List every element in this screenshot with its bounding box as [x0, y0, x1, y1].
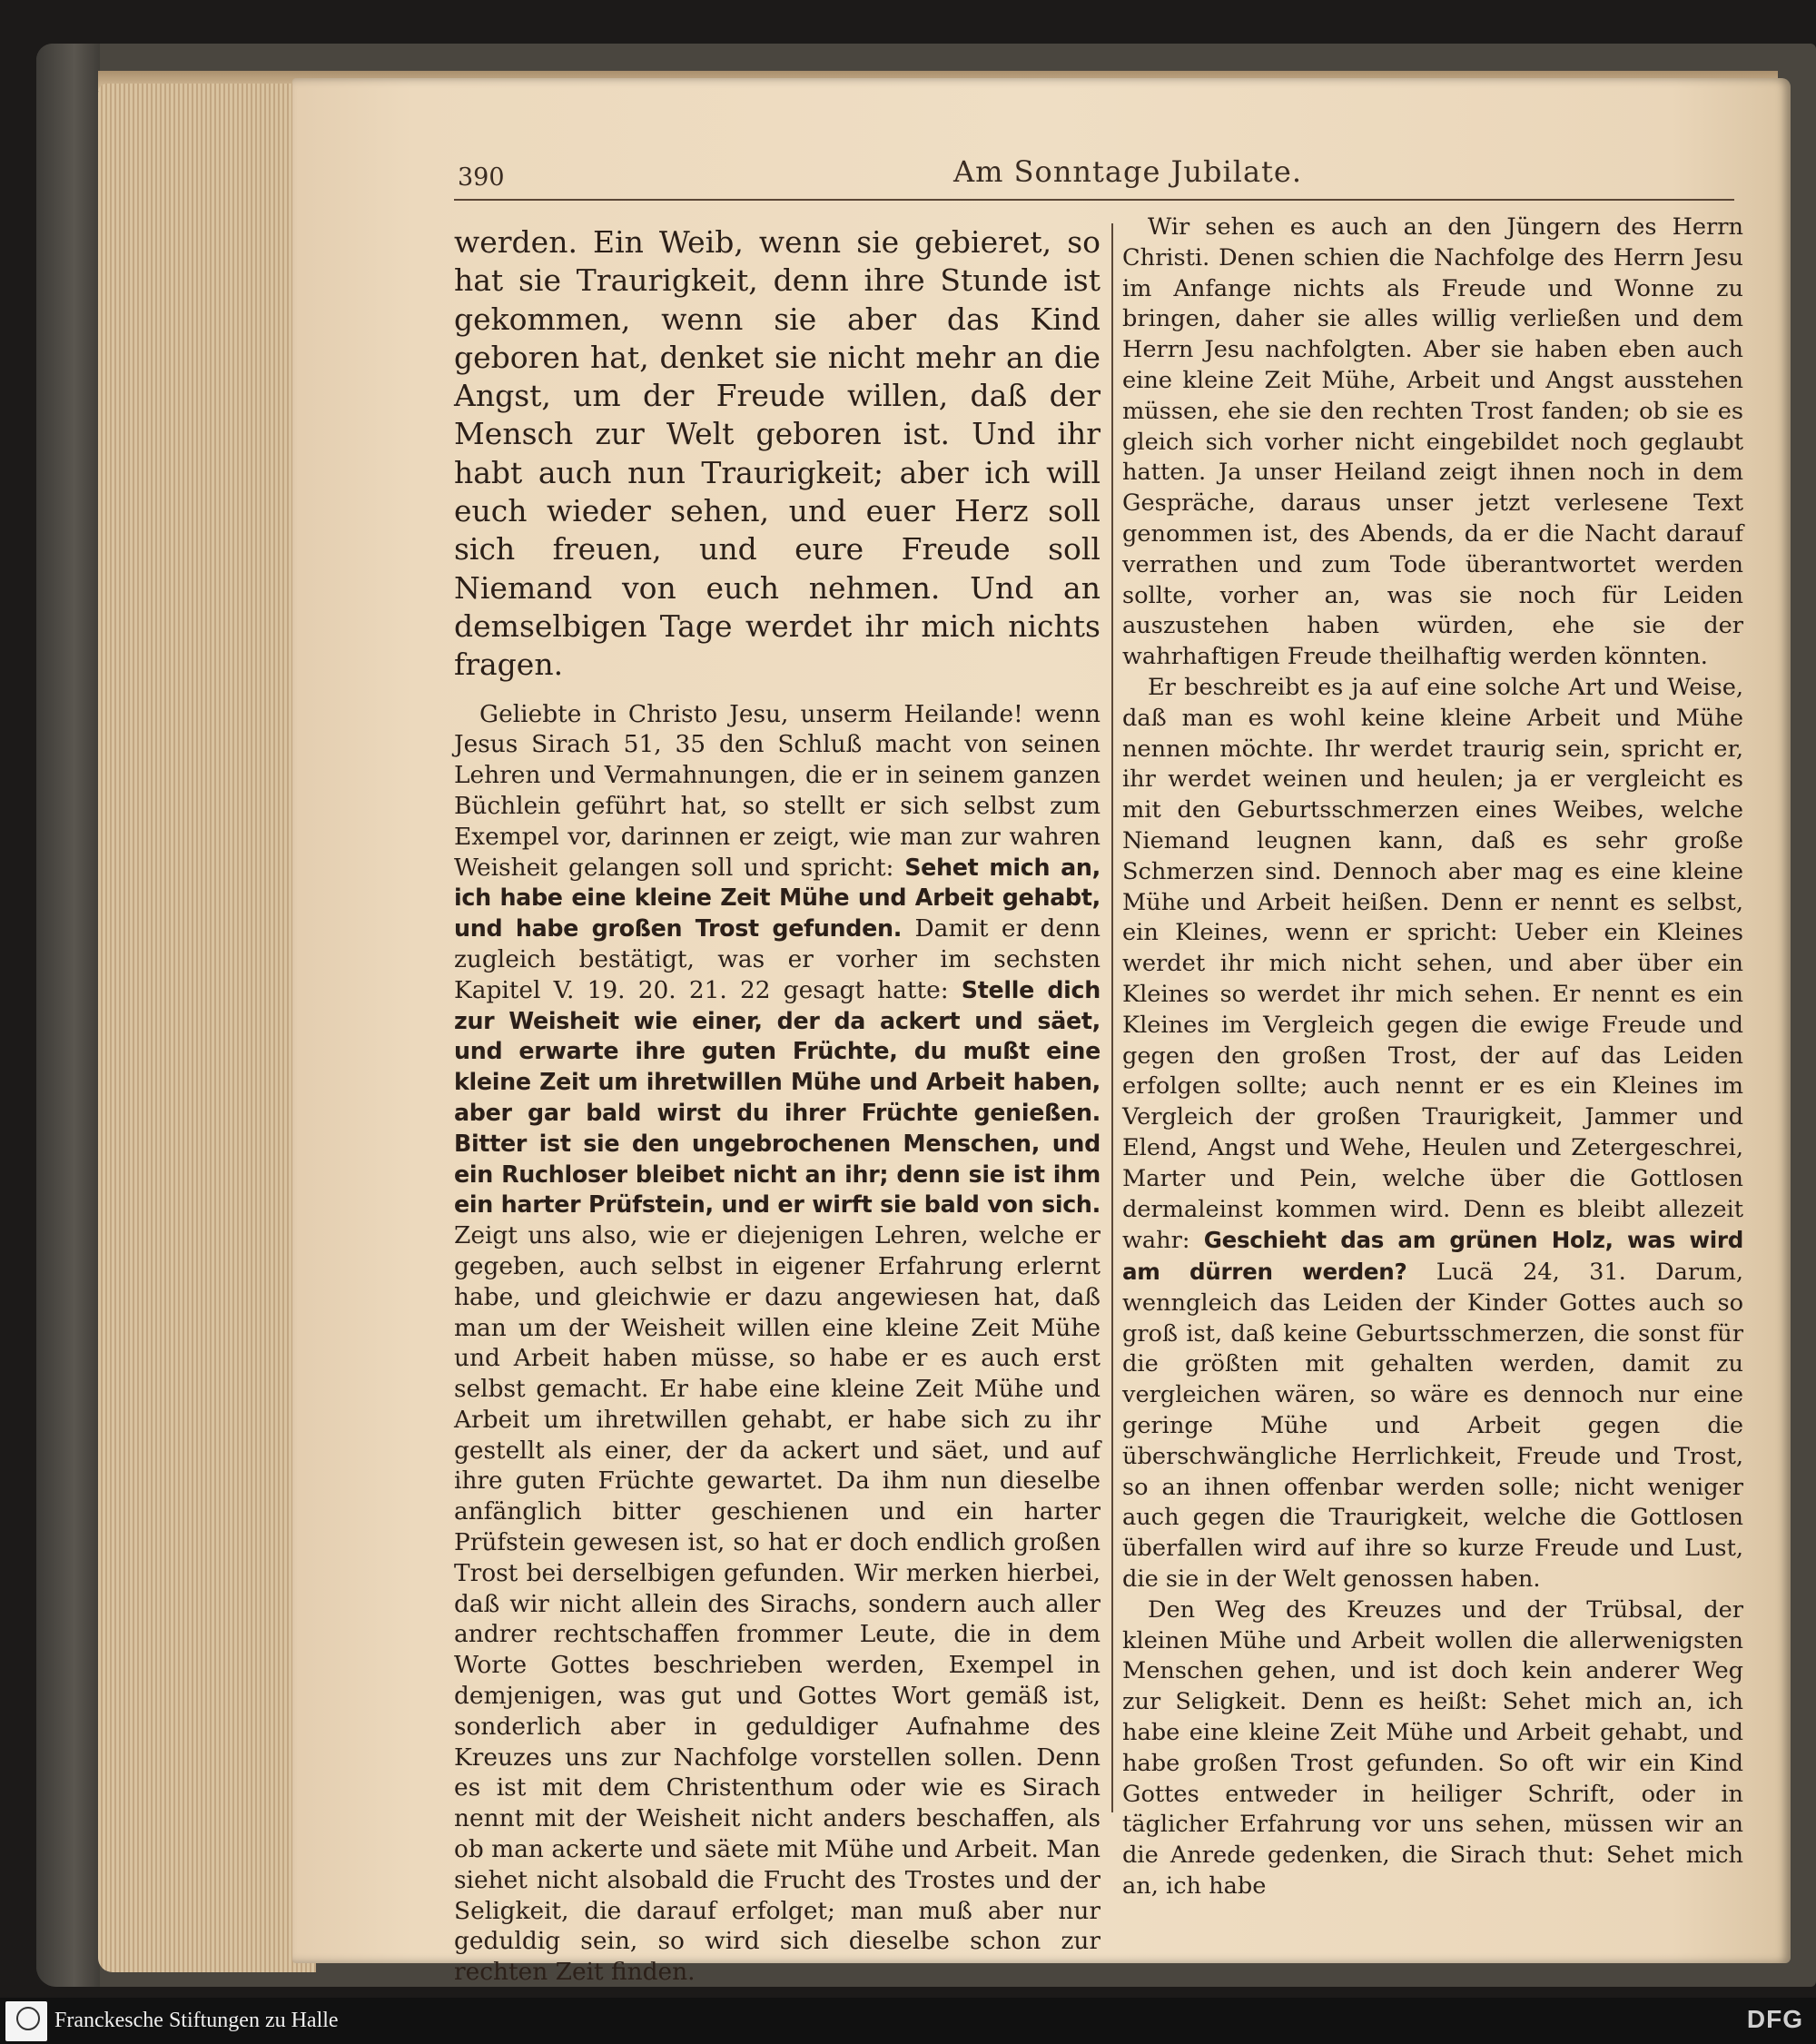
- book-spine-edge: [36, 44, 100, 1987]
- sermon-paragraph: [1122, 673, 1743, 1595]
- page-block-edge: [98, 84, 316, 1972]
- paragraph-text: Er beschreibt es ja auf eine solche Art und Weise, daß man es wohl keine kleine Arbeit und Mühe nennen möchte. Ihr werdet traurig sein, spricht er, ihr werdet weinen und heulen; ja er vergleicht es mit den Geburtsschmerzen eines Weibes, welche Niemand leugnen kann, daß es sehr große Schmerzen sind. Dennoch aber mag es eine kleine Mühe und Arbeit heißen. Denn er nennt es selbst, ein Kleines, wenn er spricht: Ueber ein Kleines werdet ihr mich nicht sehen, und aber über ein Kleines so werdet ihr mich sehen. Er nennt es ein Kleines im Vergleich gegen die ewige Freude und gegen den großen Trost, der auf das Leiden erfolgen sollte; auch nennt er es ein Kleines im Vergleich der großen Traurigkeit, Jammer und Elend, Angst und Wehe, Heulen und Zetergeschrei, Marter und Pein, welche über die Gottlosen dermaleinst kommen wird. Denn es bleibt allezeit wahr:: [1122, 673, 1743, 1255]
- sermon-paragraph: Den Weg des Kreuzes und der Trübsal, der kleinen Mühe und Arbeit wollen die allerwenigsten Menschen gehen, und ist doch kein anderer Weg zur Seligkeit. Denn es heißt: Sehet mich an, ich habe eine kleine Zeit Mühe und Arbeit gehabt, und habe großen Trost gefunden. So oft wir ein Kind Gottes entweder in heiliger Schrift, oder in täglicher Erfahrung vor uns sehen, müssen wir an die Anrede gedenken, die Sirach thut: Sehet mich an, ich habe: [1122, 1595, 1743, 1901]
- paragraph-text: Damit er denn zugleich bestätigt, was er vorher im sechsten Kapitel V. 19. 20. 21. 22 gesagt hatte:: [454, 914, 1100, 1004]
- running-head: Am Sonntage Jubilate.: [953, 154, 1302, 189]
- scripture-passage: werden. Ein Weib, wenn sie gebieret, so hat sie Traurigkeit, denn ihre Stunde ist gekommen, wenn sie aber das Kind geboren hat, denket sie nicht mehr an die Angst, um der Freude willen, daß der Mensch zur Welt geboren ist. Und ihr habt auch nun Traurigkeit; aber ich will euch wieder sehen, und euer Herz soll sich freuen, und eure Freude soll Niemand von euch nehmen. Und an demselbigen Tage werdet ihr mich nichts fragen.: [454, 224, 1100, 683]
- emphasized-quote: Stelle dich zur Weisheit wie einer, der da ackert und säet, und erwarte ihre guten Früchte, du mußt eine kleine Zeit um ihretwillen Mühe und Arbeit haben, aber gar bald wirst du ihrer Früchte genießen. Bitter ist sie den ungebrochenen Menschen, und ein Ruchloser bleibet nicht an ihr; denn sie ist ihm ein harter Prüfstein, und er wirft sie bald von sich.: [454, 975, 1100, 1219]
- header-rule: [454, 199, 1734, 201]
- left-column: [454, 223, 1100, 1988]
- page-number: 390: [458, 163, 505, 192]
- paragraph-text: Geliebte in Christo Jesu, unserm Heilande! wenn Jesus Sirach 51, 35 den Schluß macht von seinen Lehren und Vermahnungen, die er in seinem ganzen Büchlein geführt hat, so stellt er sich selbst zum Exempel vor, darinnen er zeigt, wie man zur wahren Weisheit gelangen soll und spricht:: [454, 699, 1100, 882]
- dfg-logo: DFG: [1746, 2005, 1803, 2033]
- emphasized-quote: Geschieht das am grünen Holz, was wird am dürren werden?: [1122, 1227, 1743, 1286]
- institution-name: Franckesche Stiftungen zu Halle: [54, 2009, 339, 2032]
- paragraph-text: Zeigt uns also, wie er diejenigen Lehren, welche er gegeben, auch selbst in eigener Erfahrung erlernt habe, und gleichwie er dazu angewiesen hat, daß man um der Weisheit willen eine kleine Zeit Mühe und Arbeit haben müsse, so habe er es auch erst selbst gemacht. Er habe eine kleine Zeit Mühe und Arbeit um ihretwillen gehabt, er habe sich zu ihr gestellt als einer, der da ackert und säet, und auf ihre guten Früchte gewartet. Da ihm nun dieselbe anfänglich bitter geschienen und ein harter Prüfstein gewesen ist, so hat er doch endlich großen Trost bei derselbigen gefunden. Wir merken hierbei, daß wir nicht allein des Sirachs, sondern auch aller andrer rechtschaffen frommer Leute, die in dem Worte Gottes beschrieben werden, Exempel in demjenigen, was gut und Gottes Wort gemäß ist, sonderlich aber in geduldiger Aufnahme des Kreuzes uns zur Nachfolge vorstellen sollen. Denn es ist mit dem Christenthum oder wie es Sirach nennt mit der Weisheit nicht anders beschaffen, als ob man ackerte und säete mit Mühe und Arbeit. Man siehet nicht alsobald die Frucht des Trostes und der Seligkeit, die darauf erfolget; man muß aber nur geduldig sein, so wird sich dieselbe schon zur rechten Zeit finden.: [454, 1221, 1100, 1987]
- right-column: [1122, 212, 1743, 1902]
- sermon-paragraph: Wir sehen es auch an den Jüngern des Herrn Christi. Denen schien die Nachfolge des Herrn Jesu im Anfange nichts als Freude und Wonne zu bringen, daher sie alles willig verließen und dem Herrn Jesu nachfolgten. Aber sie haben eben auch eine kleine Zeit Mühe, Arbeit und Angst ausstehen müssen, ehe sie den rechten Trost fanden; ob sie es gleich sich vorher nicht eingebildet noch geglaubt hatten. Ja unser Heiland zeigt ihnen noch in dem Gespräche, daraus unser jetzt verlesene Text genommen ist, des Abends, da er die Nacht darauf verrathen und zum Tode überantwortet werden sollte, vorher an, was sie noch für Leiden auszustehen haben würden, ehe sie der wahrhaftigen Freude theilhaftig werden könnten.: [1122, 213, 1743, 671]
- paragraph-text: Lucä 24, 31. Darum, wenngleich das Leiden der Kinder Gottes auch so groß ist, daß keine Geburtsschmerzen, die sonst für die größten mit gehalten werden, damit zu vergleichen wären, so wäre es dennoch nur eine geringe Mühe und Arbeit gegen die überschwängliche Herrlichkeit, Freude und Trost, so an ihnen offenbar werden solle; nicht weniger auch gegen die Traurigkeit, welche die Gottlosen überfallen wird auf ihre so kurze Freude und Lust, die sie in der Welt genossen haben.: [1122, 1259, 1743, 1594]
- emphasized-quote: Sehet mich an, ich habe eine kleine Zeit Mühe und Arbeit gehabt, und habe großen Trost gefunden.: [454, 853, 1100, 943]
- institution-logo-icon: [5, 2001, 47, 2041]
- sermon-paragraph: [454, 699, 1100, 1988]
- column-divider: [1111, 223, 1113, 1812]
